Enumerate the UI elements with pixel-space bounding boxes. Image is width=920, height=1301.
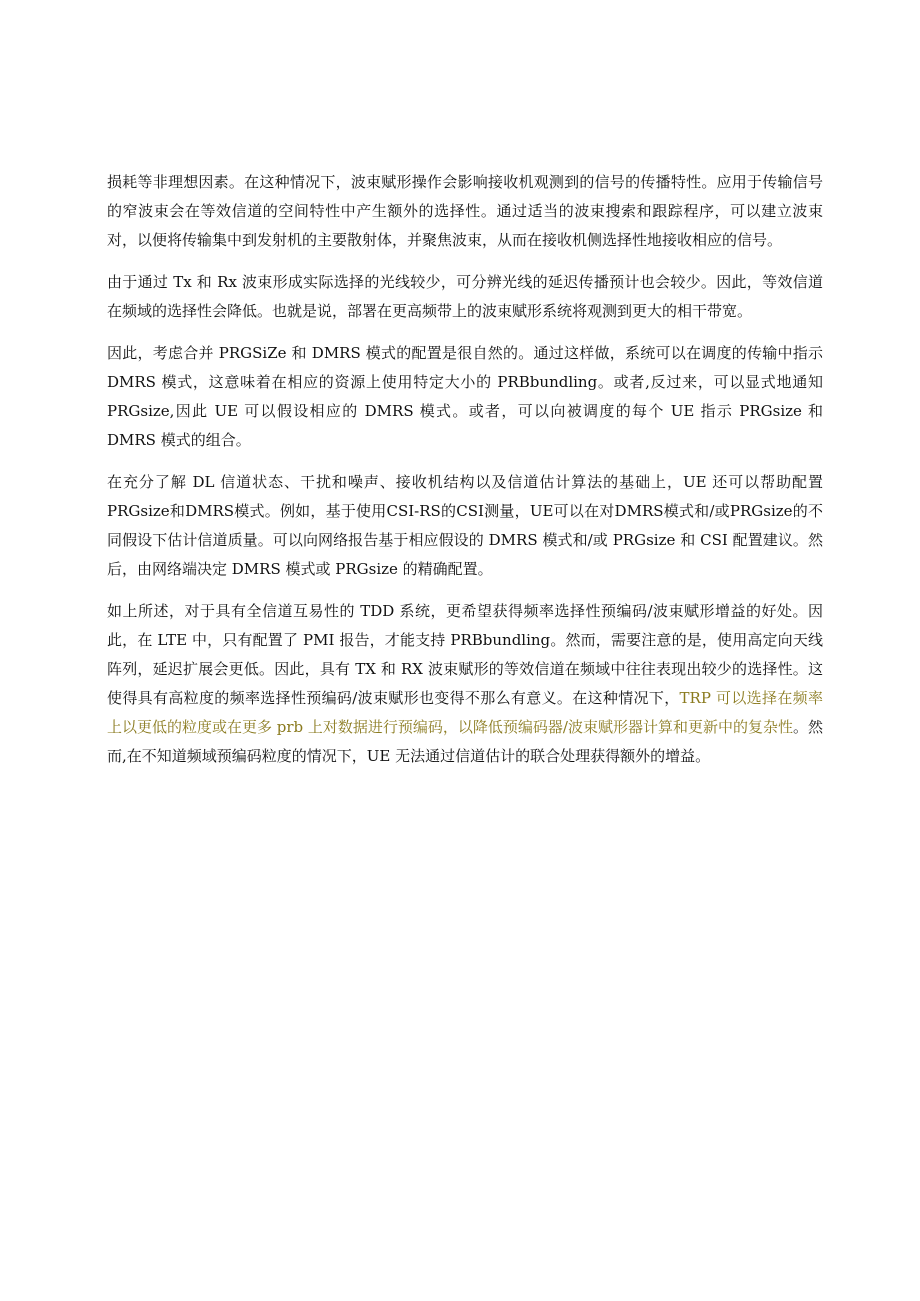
- paragraph-5-text-before: 如上所述，对于具有全信道互易性的 TDD 系统，更希望获得频率选择性预编码/波束赋形增益的好处。因此，在 LTE 中，只有配置了 PMI 报告，才能支持 PRBbundling。然而，需要注意的是，使用高定向天线阵列，延迟扩展会更低。因此，具有 TX 和 RX 波束赋形的等效信道在频域中往往表现出较少的选择性。这使得具有高粒度的频率选择性预编码/波束赋形也变得不那么有意义。在这种情况下，: [107, 602, 823, 707]
- paragraph-5-text-after: 。然而,在不知道频域预编码粒度的情况下，UE 无法通过信道估计的联合处理获得额外的增益。: [107, 718, 823, 765]
- paragraph-4: 在充分了解 DL 信道状态、干扰和噪声、接收机结构以及信道估计算法的基础上，UE 还可以帮助配置PRGsize和DMRS模式。例如，基于使用CSI-RS的CSI测量，UE可以在对DMRS模式和/或PRGsize的不同假设下估计信道质量。可以向网络报告基于相应假设的 DMRS 模式和/或 PRGsize 和 CSI 配置建议。然后，由网络端决定 DMRS 模式或 PRGsize 的精确配置。: [107, 473, 823, 578]
- document-body: [107, 168, 823, 784]
- paragraph-5-highlighted-text: TRP 可以选择在频率上以更低的粒度或在更多 prb 上对数据进行预编码，以降低预编码器/波束赋形器计算和更新中的复杂性: [107, 689, 823, 736]
- paragraph-5: [107, 597, 823, 771]
- paragraph-1: 损耗等非理想因素。在这种情况下，波束赋形操作会影响接收机观测到的信号的传播特性。应用于传输信号的窄波束会在等效信道的空间特性中产生额外的选择性。通过适当的波束搜索和跟踪程序，可以建立波束对，以便将传输集中到发射机的主要散射体，并聚焦波束，从而在接收机侧选择性地接收相应的信号。: [107, 173, 823, 249]
- paragraph-2: 由于通过 Tx 和 Rx 波束形成实际选择的光线较少，可分辨光线的延迟传播预计也会较少。因此，等效信道在频域的选择性会降低。也就是说，部署在更高频带上的波束赋形系统将观测到更大的相干带宽。: [107, 273, 823, 320]
- paragraph-3: 因此，考虑合并 PRGSiZe 和 DMRS 模式的配置是很自然的。通过这样做，系统可以在调度的传输中指示 DMRS 模式，这意味着在相应的资源上使用特定大小的 PRBbundling。或者,反过来，可以显式地通知 PRGsize,因此 UE 可以假设相应的 DMRS 模式。或者，可以向被调度的每个 UE 指示 PRGsize 和 DMRS 模式的组合。: [107, 344, 823, 449]
